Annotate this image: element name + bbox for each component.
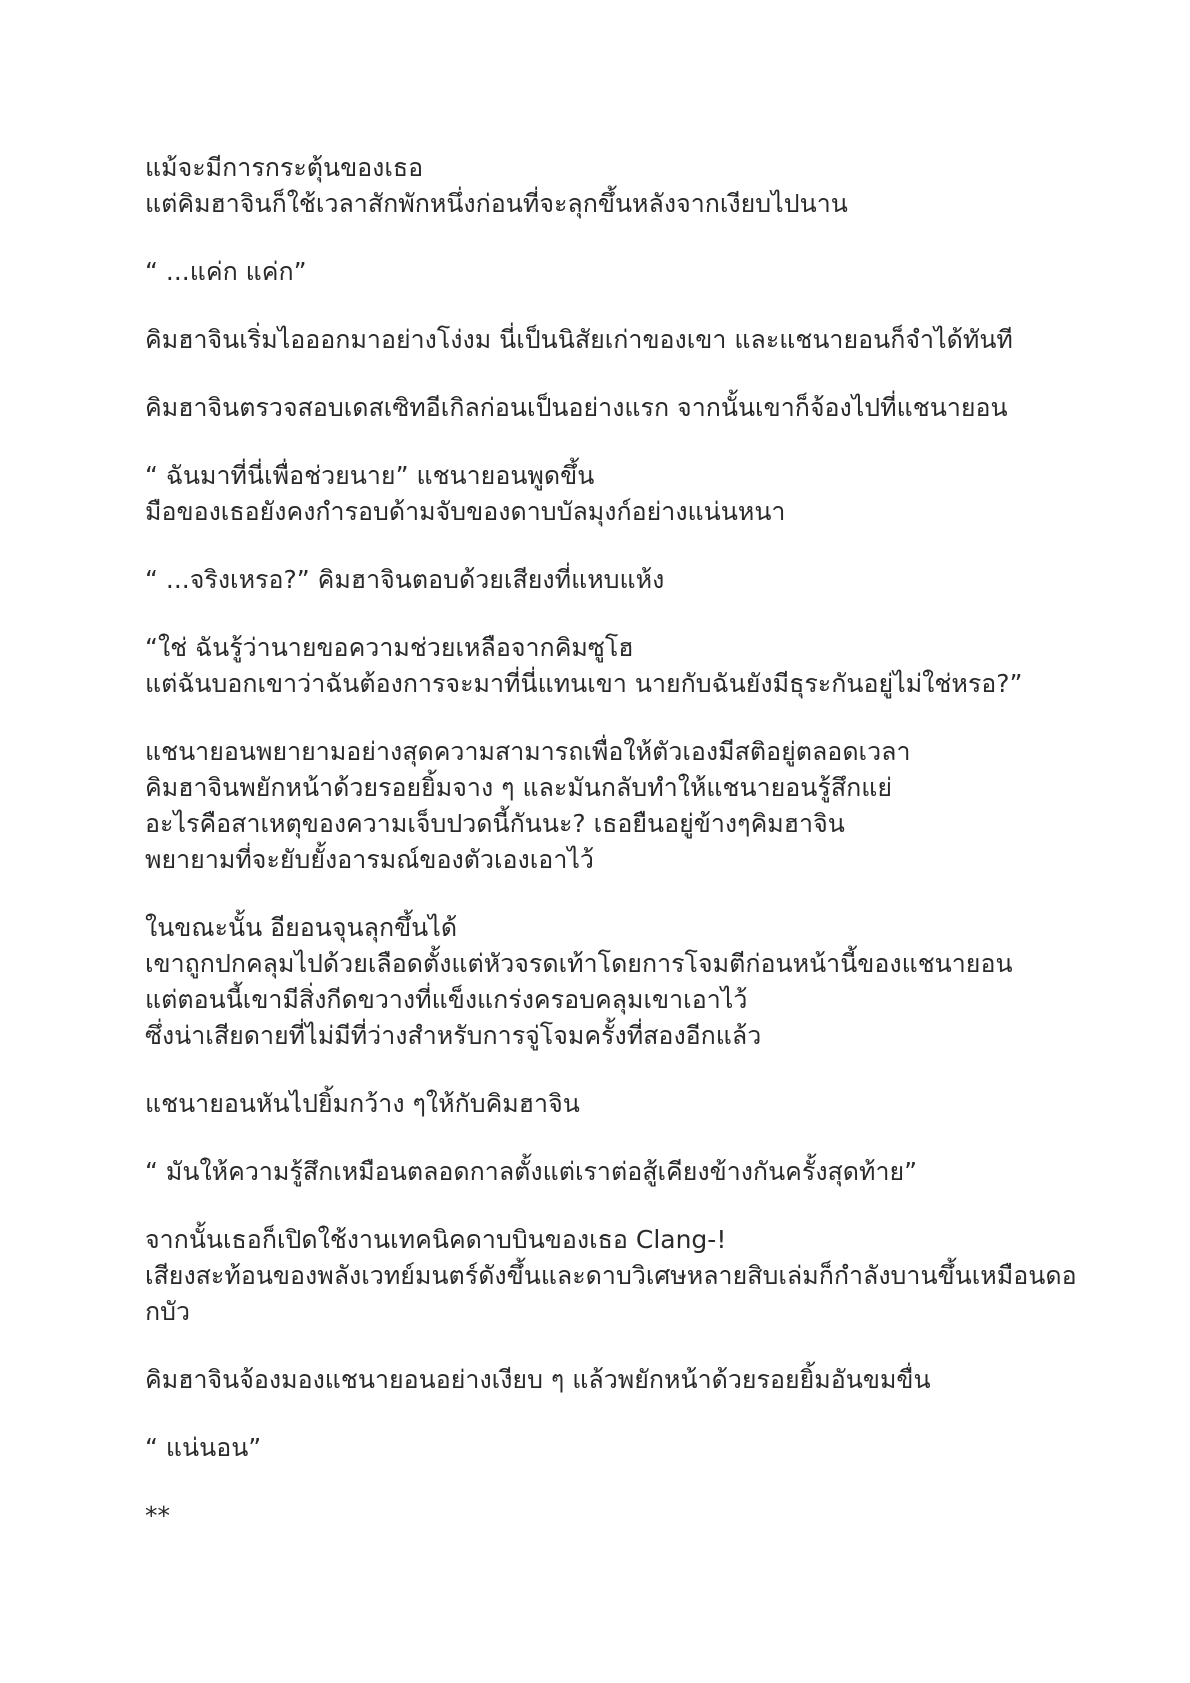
- paragraph: [145, 150, 1065, 222]
- text-line: แต่คิมฮาจินก็ใช้เวลาสักพักหนึ่งก่อนที่จะลุกขึ้นหลังจากเงียบไปนาน: [145, 189, 848, 218]
- text-line: แต่ฉันบอกเขาว่าฉันต้องการจะมาที่นี่แทนเขา นายกับฉันยังมีธุระกันอยู่ไม่ใช่หรอ?”: [145, 669, 1023, 698]
- document-body: [145, 150, 1077, 1566]
- text-line: “ใช่ ฉันรู้ว่านายขอความช่วยเหลือจากคิมซูโฮ: [145, 633, 634, 662]
- text-line: คิมฮาจินจ้องมองแชนายอนอย่างเงียบ ๆ แล้วพยักหน้าด้วยรอยยิ้มอันขมขื่น: [145, 1365, 931, 1394]
- text-line: จากนั้นเธอก็เปิดใช้งานเทคนิคดาบบินของเธอ Clang-!: [145, 1225, 727, 1254]
- paragraph: [145, 254, 1065, 290]
- paragraph: [145, 910, 1065, 1054]
- paragraph: [145, 458, 1065, 530]
- text-line: **: [145, 1501, 170, 1530]
- paragraph: [145, 1086, 1065, 1122]
- text-line: คิมฮาจินพยักหน้าด้วยรอยยิ้มจาง ๆ และมันกลับทำให้แชนายอนรู้สึกแย่: [145, 773, 892, 802]
- paragraph: [145, 322, 1065, 358]
- text-line: เสียงสะท้อนของพลังเวทย์มนตร์ดังขึ้นและดาบวิเศษหลายสิบเล่มก็กำลังบานขึ้นเหมือนดอ: [145, 1261, 1077, 1290]
- text-line: “ ...จริงเหรอ?” คิมฮาจินตอบด้วยเสียงที่แหบแห้ง: [145, 565, 665, 594]
- text-line: “ ...แค่ก แค่ก”: [145, 257, 307, 286]
- text-line: เขาถูกปกคลุมไปด้วยเลือดตั้งแต่หัวจรดเท้าโดยการโจมตีก่อนหน้านี้ของแชนายอน: [145, 949, 1013, 978]
- text-line: ซึ่งน่าเสียดายที่ไม่มีที่ว่างสำหรับการจู่โจมครั้งที่สองอีกแล้ว: [145, 1021, 762, 1050]
- text-line: “ มันให้ความรู้สึกเหมือนตลอดกาลตั้งแต่เราต่อสู้เคียงข้างกันครั้งสุดท้าย”: [145, 1157, 918, 1186]
- text-line: กบัว: [145, 1297, 191, 1326]
- text-line: คิมฮาจินตรวจสอบเดสเซิทอีเกิลก่อนเป็นอย่างแรก จากนั้นเขาก็จ้องไปที่แชนายอน: [145, 393, 1008, 422]
- paragraph: [145, 734, 1065, 878]
- text-line: แชนายอนพยายามอย่างสุดความสามารถเพื่อให้ตัวเองมีสติอยู่ตลอดเวลา: [145, 737, 911, 766]
- paragraph: [145, 1154, 1065, 1190]
- text-line: แชนายอนหันไปยิ้มกว้าง ๆให้กับคิมฮาจิน: [145, 1089, 580, 1118]
- paragraph: [145, 562, 1065, 598]
- paragraph: [145, 1222, 1077, 1330]
- paragraph: [145, 1362, 1065, 1398]
- text-line: คิมฮาจินเริ่มไอออกมาอย่างโง่งม นี่เป็นนิสัยเก่าของเขา และแชนายอนก็จำได้ทันที: [145, 325, 1013, 354]
- paragraph: [145, 630, 1065, 702]
- text-line: พยายามที่จะยับยั้งอารมณ์ของตัวเองเอาไว้: [145, 845, 594, 874]
- text-line: อะไรคือสาเหตุของความเจ็บปวดนี้กันนะ? เธอยืนอยู่ข้างๆคิมฮาจิน: [145, 809, 845, 838]
- text-line: แต่ตอนนี้เขามีสิ่งกีดขวางที่แข็งแกร่งครอบคลุมเขาเอาไว้: [145, 985, 748, 1014]
- text-line: ในขณะนั้น อียอนจุนลุกขึ้นได้: [145, 913, 458, 942]
- text-line: “ แน่นอน”: [145, 1433, 262, 1462]
- text-line: “ ฉันมาที่นี่เพื่อช่วยนาย” แชนายอนพูดขึ้น: [145, 461, 595, 490]
- paragraph: [145, 1498, 1065, 1534]
- paragraph: [145, 390, 1065, 426]
- text-line: แม้จะมีการกระตุ้นของเธอ: [145, 153, 424, 182]
- text-line: มือของเธอยังคงกำรอบด้ามจับของดาบบัลมุงก์อย่างแน่นหนา: [145, 497, 786, 526]
- paragraph: [145, 1430, 1065, 1466]
